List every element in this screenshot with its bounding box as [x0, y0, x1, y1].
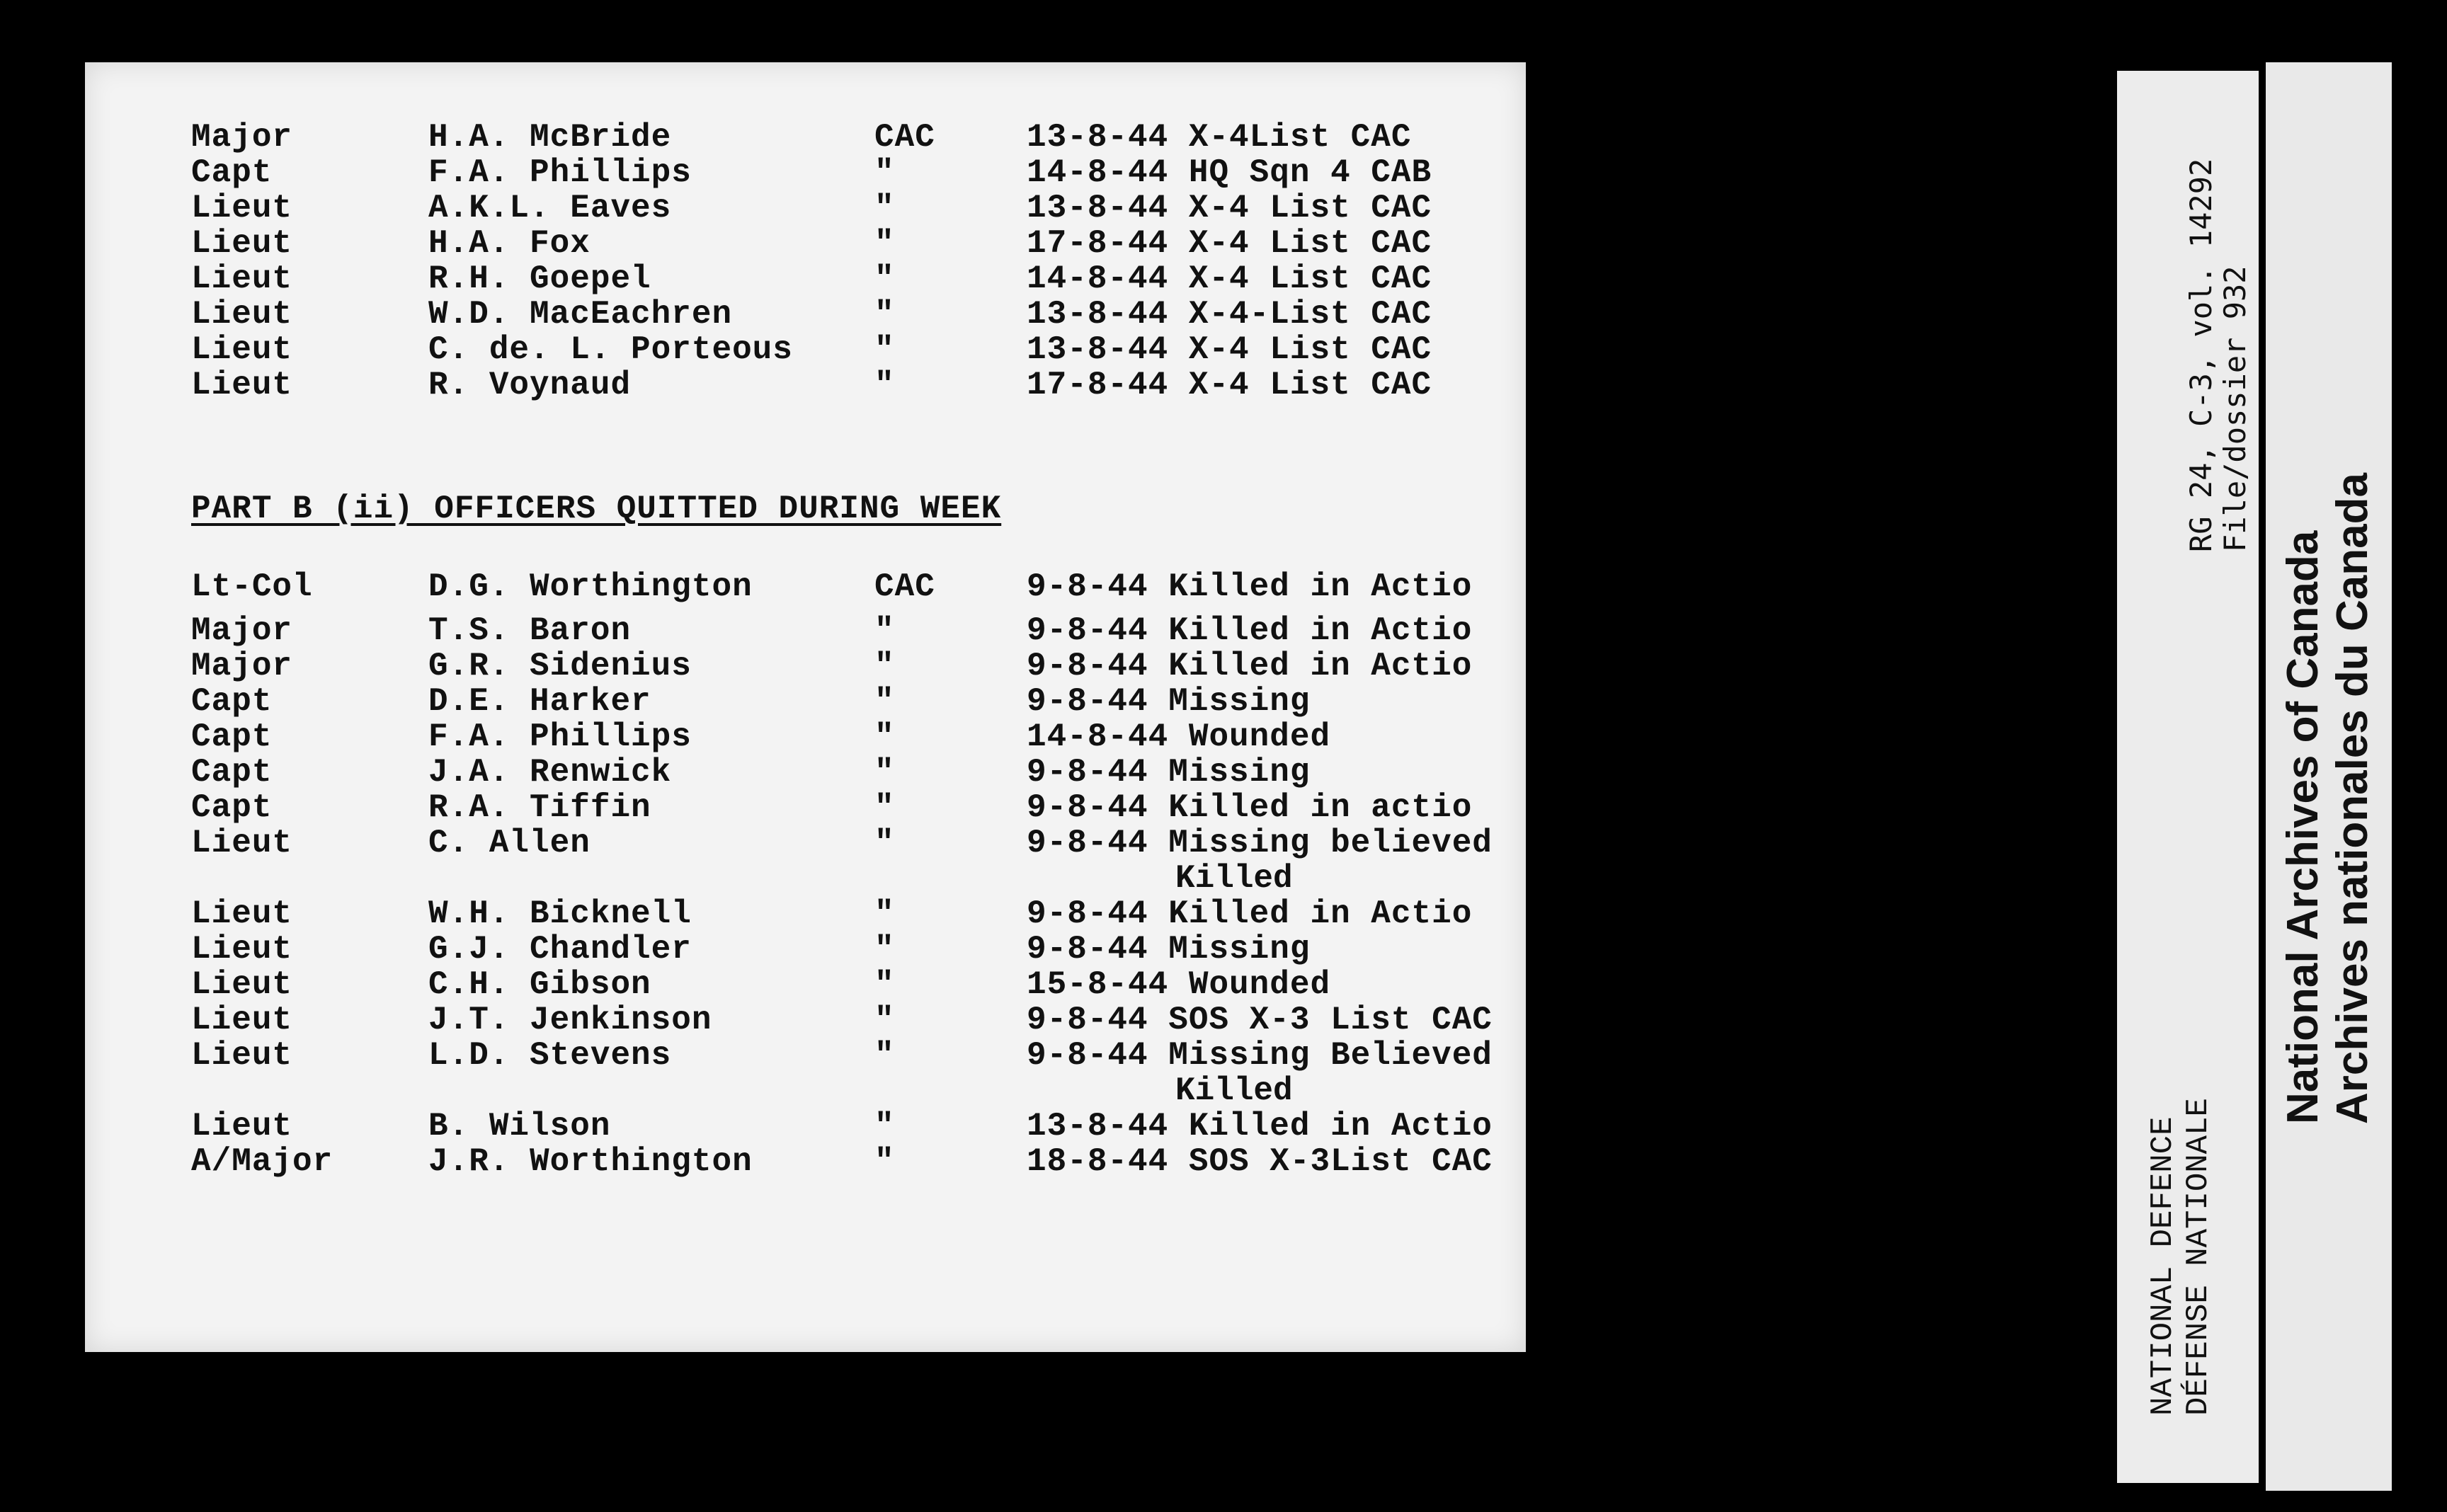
officer-detail: 17-8-44 X-4 List CAC — [1027, 367, 1432, 403]
officer-corps: " — [874, 683, 895, 720]
officer-detail: 13-8-44 X-4 List CAC — [1027, 190, 1432, 227]
officer-corps: CAC — [874, 119, 935, 156]
officer-rank: Lieut — [191, 895, 293, 932]
officer-rank: Capt — [191, 789, 273, 826]
officer-detail-continuation: Killed — [1175, 860, 1293, 897]
officer-detail: 9-8-44 Killed in Actio — [1027, 612, 1473, 649]
officer-name: C. de. L. Porteous — [428, 331, 793, 368]
officer-corps: " — [874, 1037, 895, 1074]
officer-rank: Lieut — [191, 1037, 293, 1074]
officer-rank: Capt — [191, 154, 273, 191]
officer-name: T.S. Baron — [428, 612, 632, 649]
officer-rank: Lieut — [191, 825, 293, 861]
officer-rank: Lieut — [191, 1108, 293, 1145]
officer-detail: 18-8-44 SOS X-3List CAC — [1027, 1143, 1493, 1180]
officer-corps: " — [874, 895, 895, 932]
officer-name: R. Voynaud — [428, 367, 632, 403]
officer-name: A.K.L. Eaves — [428, 190, 672, 227]
officer-name: G.J. Chandler — [428, 931, 692, 968]
officer-name: J.T. Jenkinson — [428, 1002, 712, 1038]
officer-detail: 9-8-44 Killed in actio — [1027, 789, 1473, 826]
officer-rank: Major — [191, 648, 293, 685]
officer-rank: Lieut — [191, 331, 293, 368]
archive-ref-label: NATIONAL DEFENCE DÉFENSE NATIONALE — [2145, 1098, 2216, 1416]
officer-corps: " — [874, 154, 895, 191]
officer-name: R.H. Goepel — [428, 260, 651, 297]
officer-detail: 14-8-44 HQ Sqn 4 CAB — [1027, 154, 1432, 191]
officer-name: R.A. Tiffin — [428, 789, 651, 826]
officer-detail: 14-8-44 X-4 List CAC — [1027, 260, 1432, 297]
officer-name: D.G. Worthington — [428, 568, 753, 605]
officer-corps: " — [874, 825, 895, 861]
officer-corps: " — [874, 754, 895, 791]
officer-corps: " — [874, 648, 895, 685]
officer-rank: Capt — [191, 683, 273, 720]
officer-corps: CAC — [874, 568, 935, 605]
officer-name: F.A. Phillips — [428, 718, 692, 755]
officer-name: J.R. Worthington — [428, 1143, 753, 1180]
officer-detail: 13-8-44 Killed in Actio — [1027, 1108, 1493, 1145]
officer-name: F.A. Phillips — [428, 154, 692, 191]
archives-strip — [2266, 62, 2392, 1491]
officer-name: G.R. Sidenius — [428, 648, 692, 685]
officer-name: C. Allen — [428, 825, 591, 861]
officer-rank: Capt — [191, 754, 273, 791]
officer-rank: Major — [191, 612, 293, 649]
officer-name: L.D. Stevens — [428, 1037, 672, 1074]
officer-name: H.A. McBride — [428, 119, 672, 156]
officer-rank: Lieut — [191, 367, 293, 403]
officer-detail: 13-8-44 X-4-List CAC — [1027, 296, 1432, 333]
officer-detail: 9-8-44 Missing Believed — [1027, 1037, 1493, 1074]
officer-corps: " — [874, 367, 895, 403]
officer-detail: 13-8-44 X-4List CAC — [1027, 119, 1412, 156]
officer-detail: 13-8-44 X-4 List CAC — [1027, 331, 1432, 368]
officer-detail: 9-8-44 Missing believed — [1027, 825, 1493, 861]
document-page — [85, 62, 1526, 1352]
officer-corps: " — [874, 296, 895, 333]
officer-corps: " — [874, 612, 895, 649]
officer-detail: 9-8-44 Killed in Actio — [1027, 895, 1473, 932]
officer-corps: " — [874, 331, 895, 368]
officer-name: B. Wilson — [428, 1108, 611, 1145]
officer-corps: " — [874, 1143, 895, 1180]
file-ref-label: RG 24, C-3, vol. 14292 File/dossier 932 — [2184, 158, 2252, 552]
archive-reference-strip — [2117, 71, 2259, 1483]
officer-rank: Lieut — [191, 225, 293, 262]
officer-detail: 9-8-44 Killed in Actio — [1027, 568, 1473, 605]
officer-detail: 15-8-44 Wounded — [1027, 966, 1331, 1003]
officer-corps: " — [874, 1002, 895, 1038]
officer-rank: Lieut — [191, 190, 293, 227]
officer-corps: " — [874, 718, 895, 755]
officer-rank: Lieut — [191, 931, 293, 968]
officer-corps: " — [874, 1108, 895, 1145]
officer-detail: 9-8-44 Missing — [1027, 754, 1311, 791]
officer-rank: A/Major — [191, 1143, 333, 1180]
officer-name: J.A. Renwick — [428, 754, 672, 791]
officer-corps: " — [874, 789, 895, 826]
section-heading: PART B (ii) OFFICERS QUITTED DURING WEEK — [191, 491, 1002, 527]
officer-rank: Lieut — [191, 260, 293, 297]
officer-detail: 14-8-44 Wounded — [1027, 718, 1331, 755]
officer-detail: 17-8-44 X-4 List CAC — [1027, 225, 1432, 262]
officer-name: W.H. Bicknell — [428, 895, 692, 932]
officer-corps: " — [874, 260, 895, 297]
officer-detail: 9-8-44 Killed in Actio — [1027, 648, 1473, 685]
officer-name: H.A. Fox — [428, 225, 591, 262]
officer-name: C.H. Gibson — [428, 966, 651, 1003]
officer-detail: 9-8-44 Missing — [1027, 931, 1311, 968]
officer-rank: Lt-Col — [191, 568, 313, 605]
officer-corps: " — [874, 966, 895, 1003]
officer-rank: Lieut — [191, 966, 293, 1003]
archives-name-label: National Archives of Canada Archives nationales du Canada — [2278, 473, 2377, 1124]
officer-corps: " — [874, 931, 895, 968]
officer-rank: Lieut — [191, 296, 293, 333]
officer-corps: " — [874, 190, 895, 227]
officer-rank: Capt — [191, 718, 273, 755]
officer-detail: 9-8-44 Missing — [1027, 683, 1311, 720]
officer-rank: Major — [191, 119, 293, 156]
officer-name: D.E. Harker — [428, 683, 651, 720]
officer-name: W.D. MacEachren — [428, 296, 733, 333]
officer-rank: Lieut — [191, 1002, 293, 1038]
officer-detail-continuation: Killed — [1175, 1072, 1293, 1109]
officer-corps: " — [874, 225, 895, 262]
officer-detail: 9-8-44 SOS X-3 List CAC — [1027, 1002, 1493, 1038]
